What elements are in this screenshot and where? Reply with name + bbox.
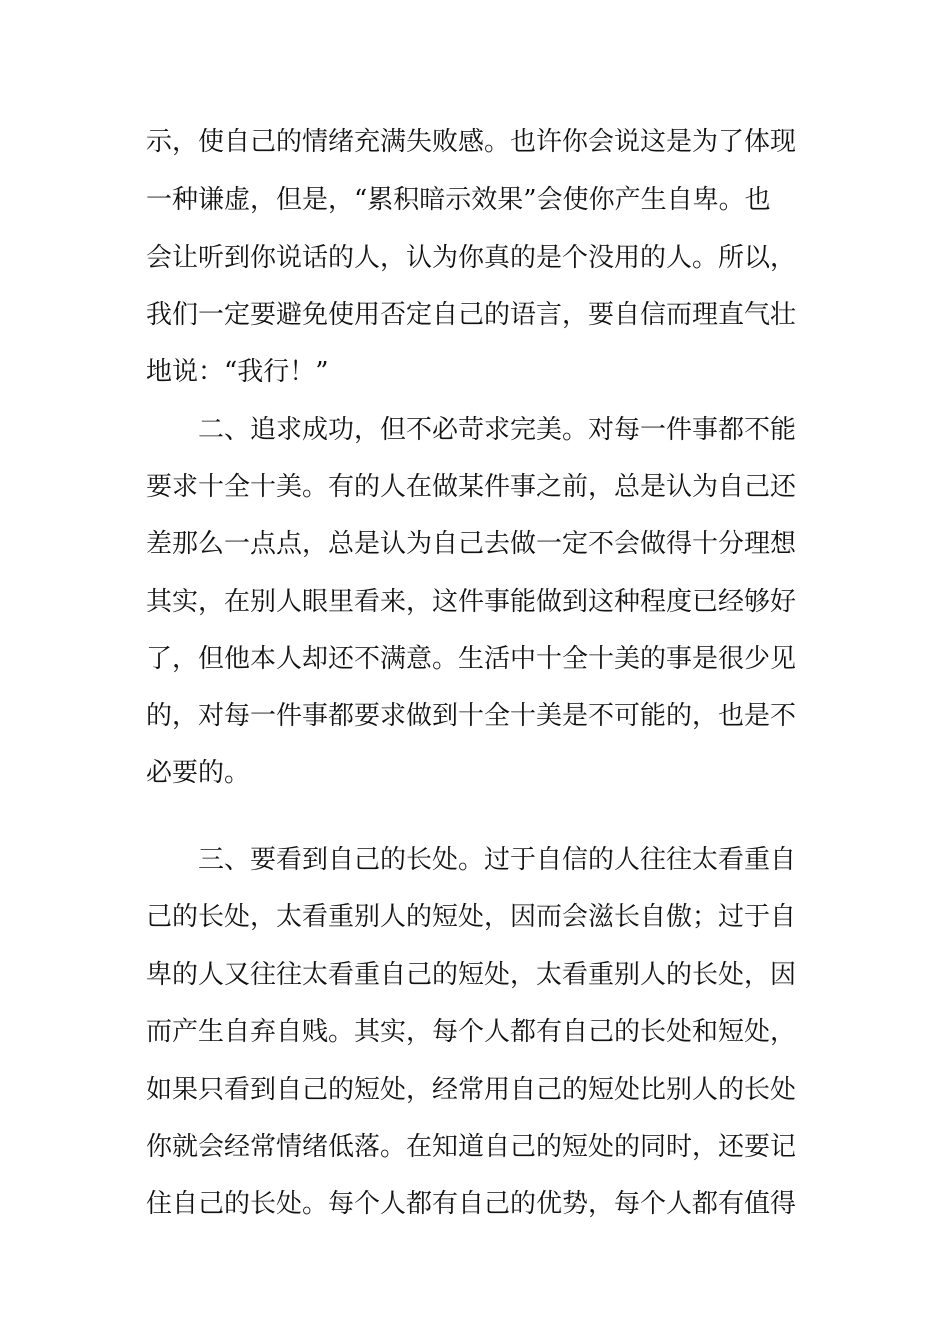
paragraph-1-line-5: 地说：“我行！” [146, 357, 329, 387]
paragraph-1-line-1: 示，使自己的情绪充满失败感。也许你会说这是为了体现 [146, 127, 797, 157]
paragraph-3-line-3: 卑的人又往往太看重自己的短处，太看重别人的长处，因 [146, 960, 797, 990]
paragraph-3-line-4: 而产生自弃自贱。其实，每个人都有自己的长处和短处， [146, 1017, 797, 1047]
paragraph-3-line-2: 己的长处，太看重别人的短处，因而会滋长自傲；过于自 [146, 902, 797, 932]
paragraph-2-line-4: 其实，在别人眼里看来，这件事能做到这种程度已经够好 [146, 587, 797, 617]
paragraph-1-line-2: 一种谦虚，但是，“累积暗示效果”会使你产生自卑。也 [146, 185, 771, 215]
paragraph-2-line-6: 的，对每一件事都要求做到十全十美是不可能的，也是不 [146, 701, 797, 731]
paragraph-3-line-1: 三、要看到自己的长处。过于自信的人往往太看重自 [198, 845, 797, 875]
paragraph-2-line-1: 二、追求成功，但不必苛求完美。对每一件事都不能 [198, 415, 797, 445]
paragraph-2-line-2: 要求十全十美。有的人在做某件事之前，总是认为自己还 [146, 472, 797, 502]
paragraph-2-line-3: 差那么一点点，总是认为自己去做一定不会做得十分理想 [146, 529, 797, 559]
paragraph-1-line-3: 会让听到你说话的人，认为你真的是个没用的人。所以， [146, 243, 797, 273]
paragraph-1-line-4: 我们一定要避免使用否定自己的语言，要自信而理直气壮 [146, 300, 797, 330]
paragraph-3-line-6: 你就会经常情绪低落。在知道自己的短处的同时，还要记 [146, 1132, 797, 1162]
paragraph-2-line-5: 了，但他本人却还不满意。生活中十全十美的事是很少见 [146, 644, 797, 674]
paragraph-2-line-7: 必要的。 [146, 758, 251, 788]
paragraph-3-line-7: 住自己的长处。每个人都有自己的优势，每个人都有值得 [146, 1189, 797, 1219]
paragraph-3-line-5: 如果只看到自己的短处，经常用自己的短处比别人的长处 [146, 1075, 797, 1105]
